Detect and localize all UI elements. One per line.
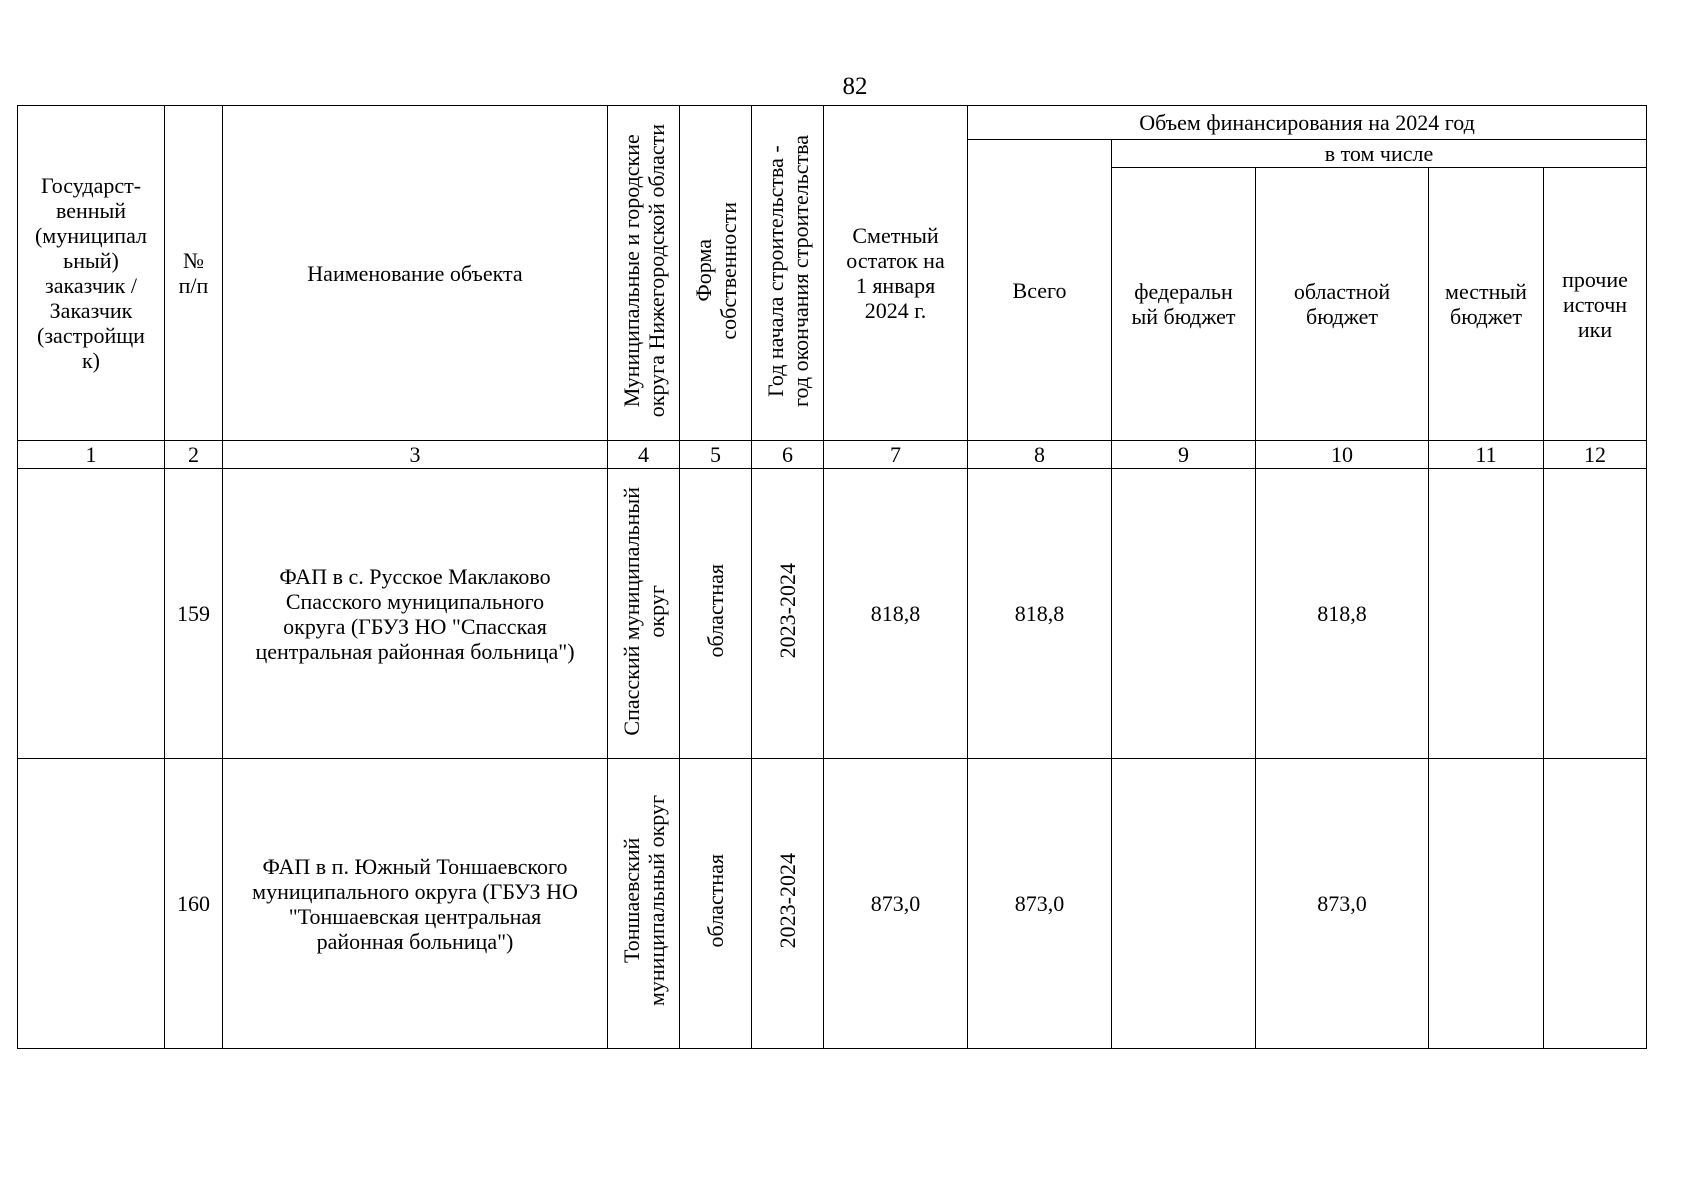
cell-object-name-line: районная больница"): [316, 928, 514, 954]
header-years-text: [763, 135, 813, 407]
header-other: [1544, 168, 1647, 441]
header-estimate-line: остаток на: [846, 248, 945, 273]
header-federal: [1112, 168, 1256, 441]
cell-number: 159: [165, 469, 223, 759]
cell-ownership-text: областная: [703, 564, 728, 658]
header-funding-title: Объем финансирования на 2024 год: [968, 106, 1647, 140]
header-total: Всего: [968, 140, 1112, 441]
header-ownership-text: [691, 202, 741, 340]
header-customer-line: Государст-: [40, 173, 142, 198]
cell-district-line: Спасский муниципальный: [618, 486, 644, 736]
header-estimate-line: Сметный: [852, 223, 939, 248]
cell-object-name-line: ФАП в с. Русское Маклаково: [279, 563, 551, 589]
header-regional: [1256, 168, 1429, 441]
cell-district: [608, 469, 680, 759]
cell-federal: [1112, 759, 1256, 1049]
cell-object-name-line: центральная районная больница"): [255, 638, 575, 664]
cell-ownership-text: областная: [703, 854, 728, 948]
header-regional-line: областной: [1293, 279, 1391, 304]
cell-other: [1544, 759, 1647, 1049]
cell-district-line: Тоншаевский: [618, 838, 644, 964]
header-district-text: [619, 124, 669, 417]
header-years-line: год окончания строительства: [787, 134, 813, 407]
header-ownership-line: собственности: [715, 201, 741, 340]
cell-regional: 818,8: [1256, 469, 1429, 759]
header-federal-line: ый бюджет: [1131, 304, 1236, 329]
column-number: 11: [1429, 441, 1544, 469]
cell-object-name-line: "Тоншаевская центральная: [288, 903, 542, 929]
cell-object-name-line: ФАП в п. Южный Тоншаевского: [262, 853, 568, 879]
header-customer-line: к): [81, 348, 100, 373]
cell-district: [608, 759, 680, 1049]
cell-local: [1429, 759, 1544, 1049]
cell-other: [1544, 469, 1647, 759]
column-number: 3: [223, 441, 608, 469]
cell-district-line: округ: [643, 584, 669, 638]
cell-years: [752, 759, 824, 1049]
cell-local: [1429, 469, 1544, 759]
column-number: 2: [165, 441, 223, 469]
column-number: 9: [1112, 441, 1256, 469]
column-numbers-row: [18, 441, 1647, 469]
cell-object-name-line: муниципального округа (ГБУЗ НО: [252, 878, 578, 904]
cell-years: [752, 469, 824, 759]
table-row: [18, 759, 1647, 1049]
cell-object-name: [223, 759, 608, 1049]
cell-years-text: 2023-2024: [775, 853, 800, 949]
cell-estimate: 818,8: [824, 469, 968, 759]
cell-object-name-line: округа (ГБУЗ НО "Спасская: [283, 613, 547, 639]
header-other-line: источн: [1562, 291, 1628, 317]
header-number-line: п/п: [178, 273, 209, 298]
column-number: 5: [680, 441, 752, 469]
header-federal-line: федеральн: [1134, 279, 1233, 304]
column-number: 8: [968, 441, 1112, 469]
column-number: 7: [824, 441, 968, 469]
financing-table: [17, 105, 1647, 1049]
header-including: в том числе: [1112, 140, 1647, 168]
cell-number: 160: [165, 759, 223, 1049]
header-district-line: округа Нижегородской области: [643, 123, 669, 418]
cell-total: 873,0: [968, 759, 1112, 1049]
header-years: [752, 106, 824, 441]
header-customer-line: венный: [55, 198, 127, 223]
header-row-1: [18, 106, 1647, 140]
cell-ownership: [680, 469, 752, 759]
cell-estimate: 873,0: [824, 759, 968, 1049]
header-customer-line: Заказчик: [49, 298, 133, 323]
cell-regional: 873,0: [1256, 759, 1429, 1049]
header-number-line: №: [183, 248, 204, 273]
header-ownership: [680, 106, 752, 441]
header-customer-line: ьный): [63, 248, 119, 273]
table-row: [18, 469, 1647, 759]
header-years-line: Год начала строительства -: [762, 144, 788, 397]
header-local: [1429, 168, 1544, 441]
cell-customer: [18, 469, 165, 759]
header-local-line: бюджет: [1450, 304, 1522, 329]
cell-district-line: муниципальный округ: [643, 795, 669, 1007]
cell-object-name-line: Спасского муниципального: [285, 588, 545, 614]
column-number: 4: [608, 441, 680, 469]
header-number: [165, 106, 223, 441]
cell-total: 818,8: [968, 469, 1112, 759]
header-estimate: [824, 106, 968, 441]
cell-federal: [1112, 469, 1256, 759]
header-ownership-line: Форма: [690, 239, 716, 302]
cell-customer: [18, 759, 165, 1049]
column-number: 12: [1544, 441, 1647, 469]
header-customer-line: заказчик /: [45, 273, 137, 298]
column-number: 10: [1256, 441, 1429, 469]
column-number: 1: [18, 441, 165, 469]
cell-years-text: 2023-2024: [775, 563, 800, 659]
cell-district-text: [619, 487, 669, 736]
header-district-line: Муниципальные и городские: [618, 134, 644, 407]
header-local-line: местный: [1445, 279, 1527, 304]
header-other-line: прочие: [1562, 266, 1628, 292]
header-district: [608, 106, 680, 441]
header-other-line: ики: [1577, 316, 1613, 342]
cell-ownership: [680, 759, 752, 1049]
header-estimate-line: 2024 г.: [864, 298, 927, 323]
column-number: 6: [752, 441, 824, 469]
header-regional-line: бюджет: [1306, 304, 1378, 329]
cell-district-text: [619, 795, 669, 1006]
header-customer-line: (застройщи: [37, 323, 145, 348]
page-number: 82: [842, 73, 868, 100]
cell-object-name: [223, 469, 608, 759]
header-customer-line: (муниципал: [34, 223, 148, 248]
header-customer: [18, 106, 165, 441]
header-estimate-line: 1 января: [855, 273, 936, 298]
header-object-name: Наименование объекта: [223, 106, 608, 441]
